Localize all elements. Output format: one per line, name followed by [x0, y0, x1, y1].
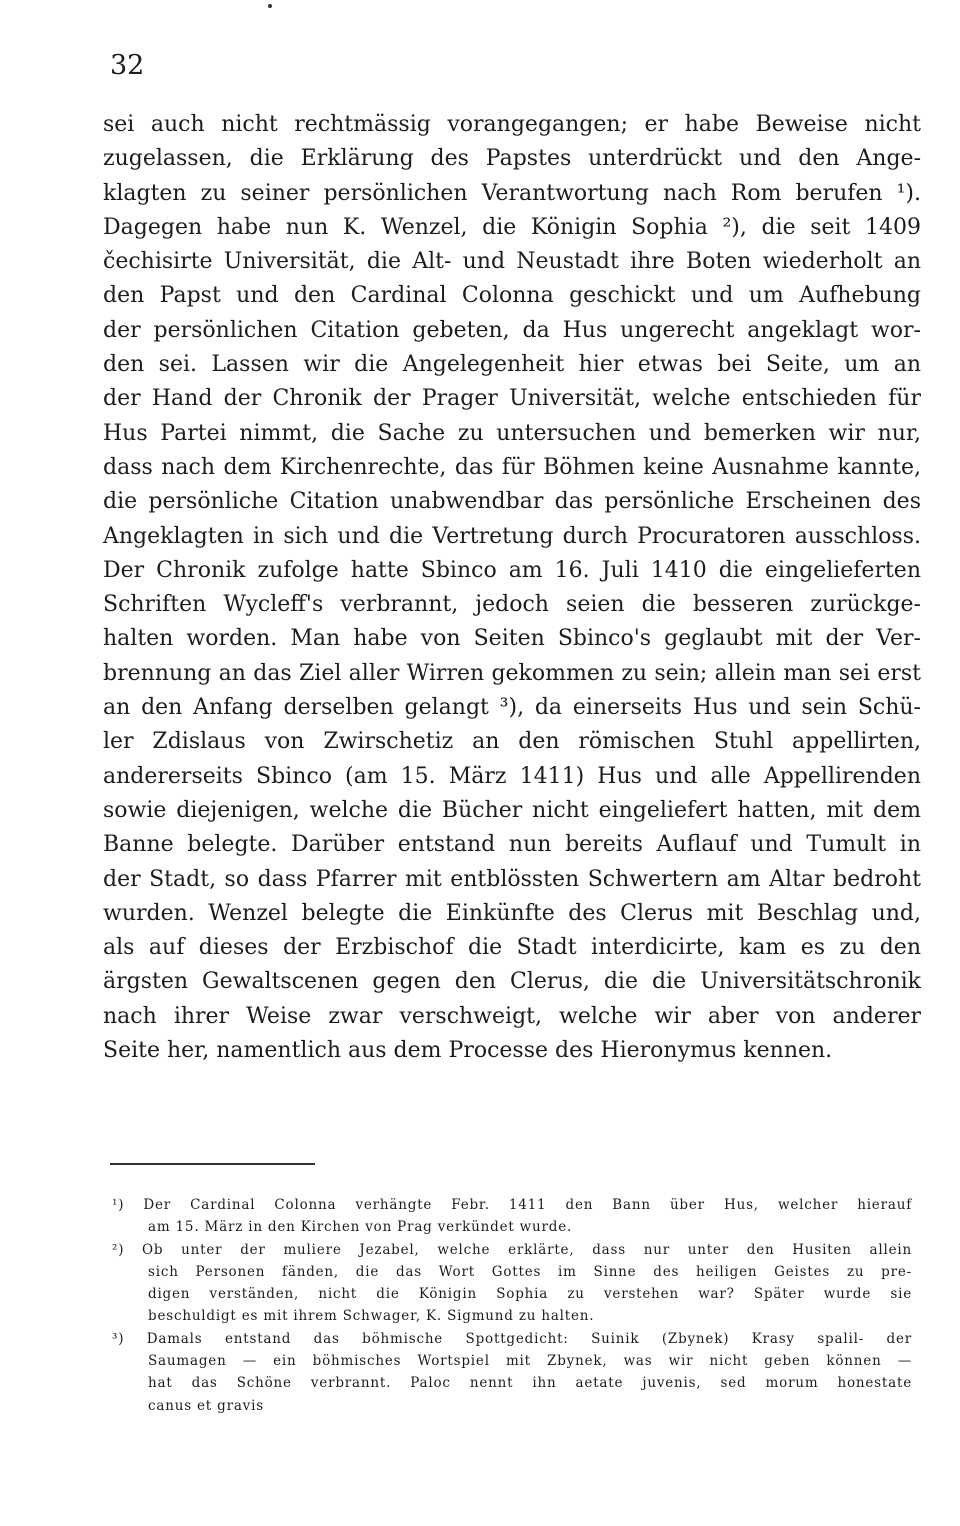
footnote-line: ³) Damals entstand das böhmische Spottgedicht: Suinik (Zbynek) Krasy spalil- der	[112, 1330, 912, 1347]
body-line: der Hand der Chronik der Prager Universität, welche entschieden für	[103, 386, 921, 412]
body-line: Der Chronik zufolge hatte Sbinco am 16. Juli 1410 die eingelieferten	[103, 557, 921, 583]
body-line: sei auch nicht rechtmässig vorangegangen; er habe Beweise nicht	[103, 112, 921, 137]
body-line: den Papst und den Cardinal Colonna geschickt und um Aufhebung	[103, 283, 921, 309]
page-number: 32	[110, 50, 145, 81]
body-line: die persönliche Citation unabwendbar das persönliche Erscheinen des	[103, 489, 921, 515]
print-speck	[268, 4, 272, 8]
body-line: wurden. Wenzel belegte die Einkünfte des Clerus mit Beschlag und,	[103, 900, 921, 926]
footnote-line: canus et gravis	[148, 1397, 264, 1414]
body-line: ler Zdislaus von Zwirschetiz an den römischen Stuhl appellirten,	[103, 729, 921, 755]
footnote-line: ²) Ob unter der muliere Jezabel, welche erklärte, dass nur unter den Husiten allein	[112, 1241, 912, 1258]
body-line: Banne belegte. Darüber entstand nun bereits Auflauf und Tumult in	[103, 832, 921, 858]
body-line: Angeklagten in sich und die Vertretung durch Procuratoren ausschloss.	[103, 523, 921, 549]
body-line: čechisirte Universität, die Alt- und Neustadt ihre Boten wiederholt an	[103, 249, 921, 275]
footnotes	[112, 1194, 912, 1417]
body-line: der Stadt, so dass Pfarrer mit entblössten Schwertern am Altar bedroht	[103, 866, 921, 892]
footnote-line: digen verständen, nicht die Königin Sophia zu verstehen war? Später wurde sie	[148, 1286, 912, 1303]
footnote-line: sich Personen fänden, die das Wort Gottes im Sinne des heiligen Geistes zu pre-	[148, 1263, 912, 1280]
footnote-line: beschuldigt es mit ihrem Schwager, K. Sigmund zu halten.	[148, 1308, 595, 1325]
footnote-line: am 15. März in den Kirchen von Prag verkündet wurde.	[148, 1219, 573, 1236]
body-line: dass nach dem Kirchenrechte, das für Böhmen keine Ausnahme kannte,	[103, 454, 921, 480]
body-line: ärgsten Gewaltscenen gegen den Clerus, die die Universitätschronik	[103, 969, 921, 995]
body-line: Hus Partei nimmt, die Sache zu untersuchen und bemerken wir nur,	[103, 420, 921, 446]
body-line: nach ihrer Weise zwar verschweigt, welche wir aber von anderer	[103, 1003, 921, 1029]
body-text	[103, 108, 921, 1068]
body-line: den sei. Lassen wir die Angelegenheit hier etwas bei Seite, um an	[103, 352, 921, 378]
body-line: an den Anfang derselben gelangt ³), da einerseits Hus und sein Schü-	[103, 695, 921, 721]
body-line: halten worden. Man habe von Seiten Sbinco's geglaubt mit der Ver-	[103, 626, 921, 652]
footnote-1	[112, 1194, 912, 1239]
body-line: Schriften Wycleff's verbrannt, jedoch seien die besseren zurückge-	[103, 592, 921, 618]
body-line: andererseits Sbinco (am 15. März 1411) Hus und alle Appellirenden	[103, 763, 921, 789]
body-line: als auf dieses der Erzbischof die Stadt interdicirte, kam es zu den	[103, 935, 921, 961]
footnote-line: ¹) Der Cardinal Colonna verhängte Febr. 1411 den Bann über Hus, welcher hierauf	[112, 1197, 912, 1213]
body-line: sowie diejenigen, welche die Bücher nicht eingeliefert hatten, mit dem	[103, 797, 921, 823]
body-line: klagten zu seiner persönlichen Verantwortung nach Rom berufen ¹).	[103, 180, 921, 206]
footnote-line: Saumagen — ein böhmisches Wortspiel mit Zbynek, was wir nicht geben können —	[148, 1353, 912, 1370]
body-line: Seite her, namentlich aus dem Processe des Hieronymus kennen.	[103, 1038, 833, 1064]
footnote-divider	[110, 1163, 315, 1165]
body-line: der persönlichen Citation gebeten, da Hus ungerecht angeklagt wor-	[103, 317, 921, 343]
body-line: Dagegen habe nun K. Wenzel, die Königin Sophia ²), die seit 1409	[103, 214, 921, 240]
body-line: zugelassen, die Erklärung des Papstes unterdrückt und den Ange-	[103, 146, 921, 172]
footnote-3	[112, 1328, 912, 1417]
footnote-2	[112, 1239, 912, 1328]
body-line: brennung an das Ziel aller Wirren gekommen zu sein; allein man sei erst	[103, 660, 921, 686]
footnote-line: hat das Schöne verbrannt. Paloc nennt ihn aetate juvenis, sed morum honestate	[148, 1375, 912, 1392]
